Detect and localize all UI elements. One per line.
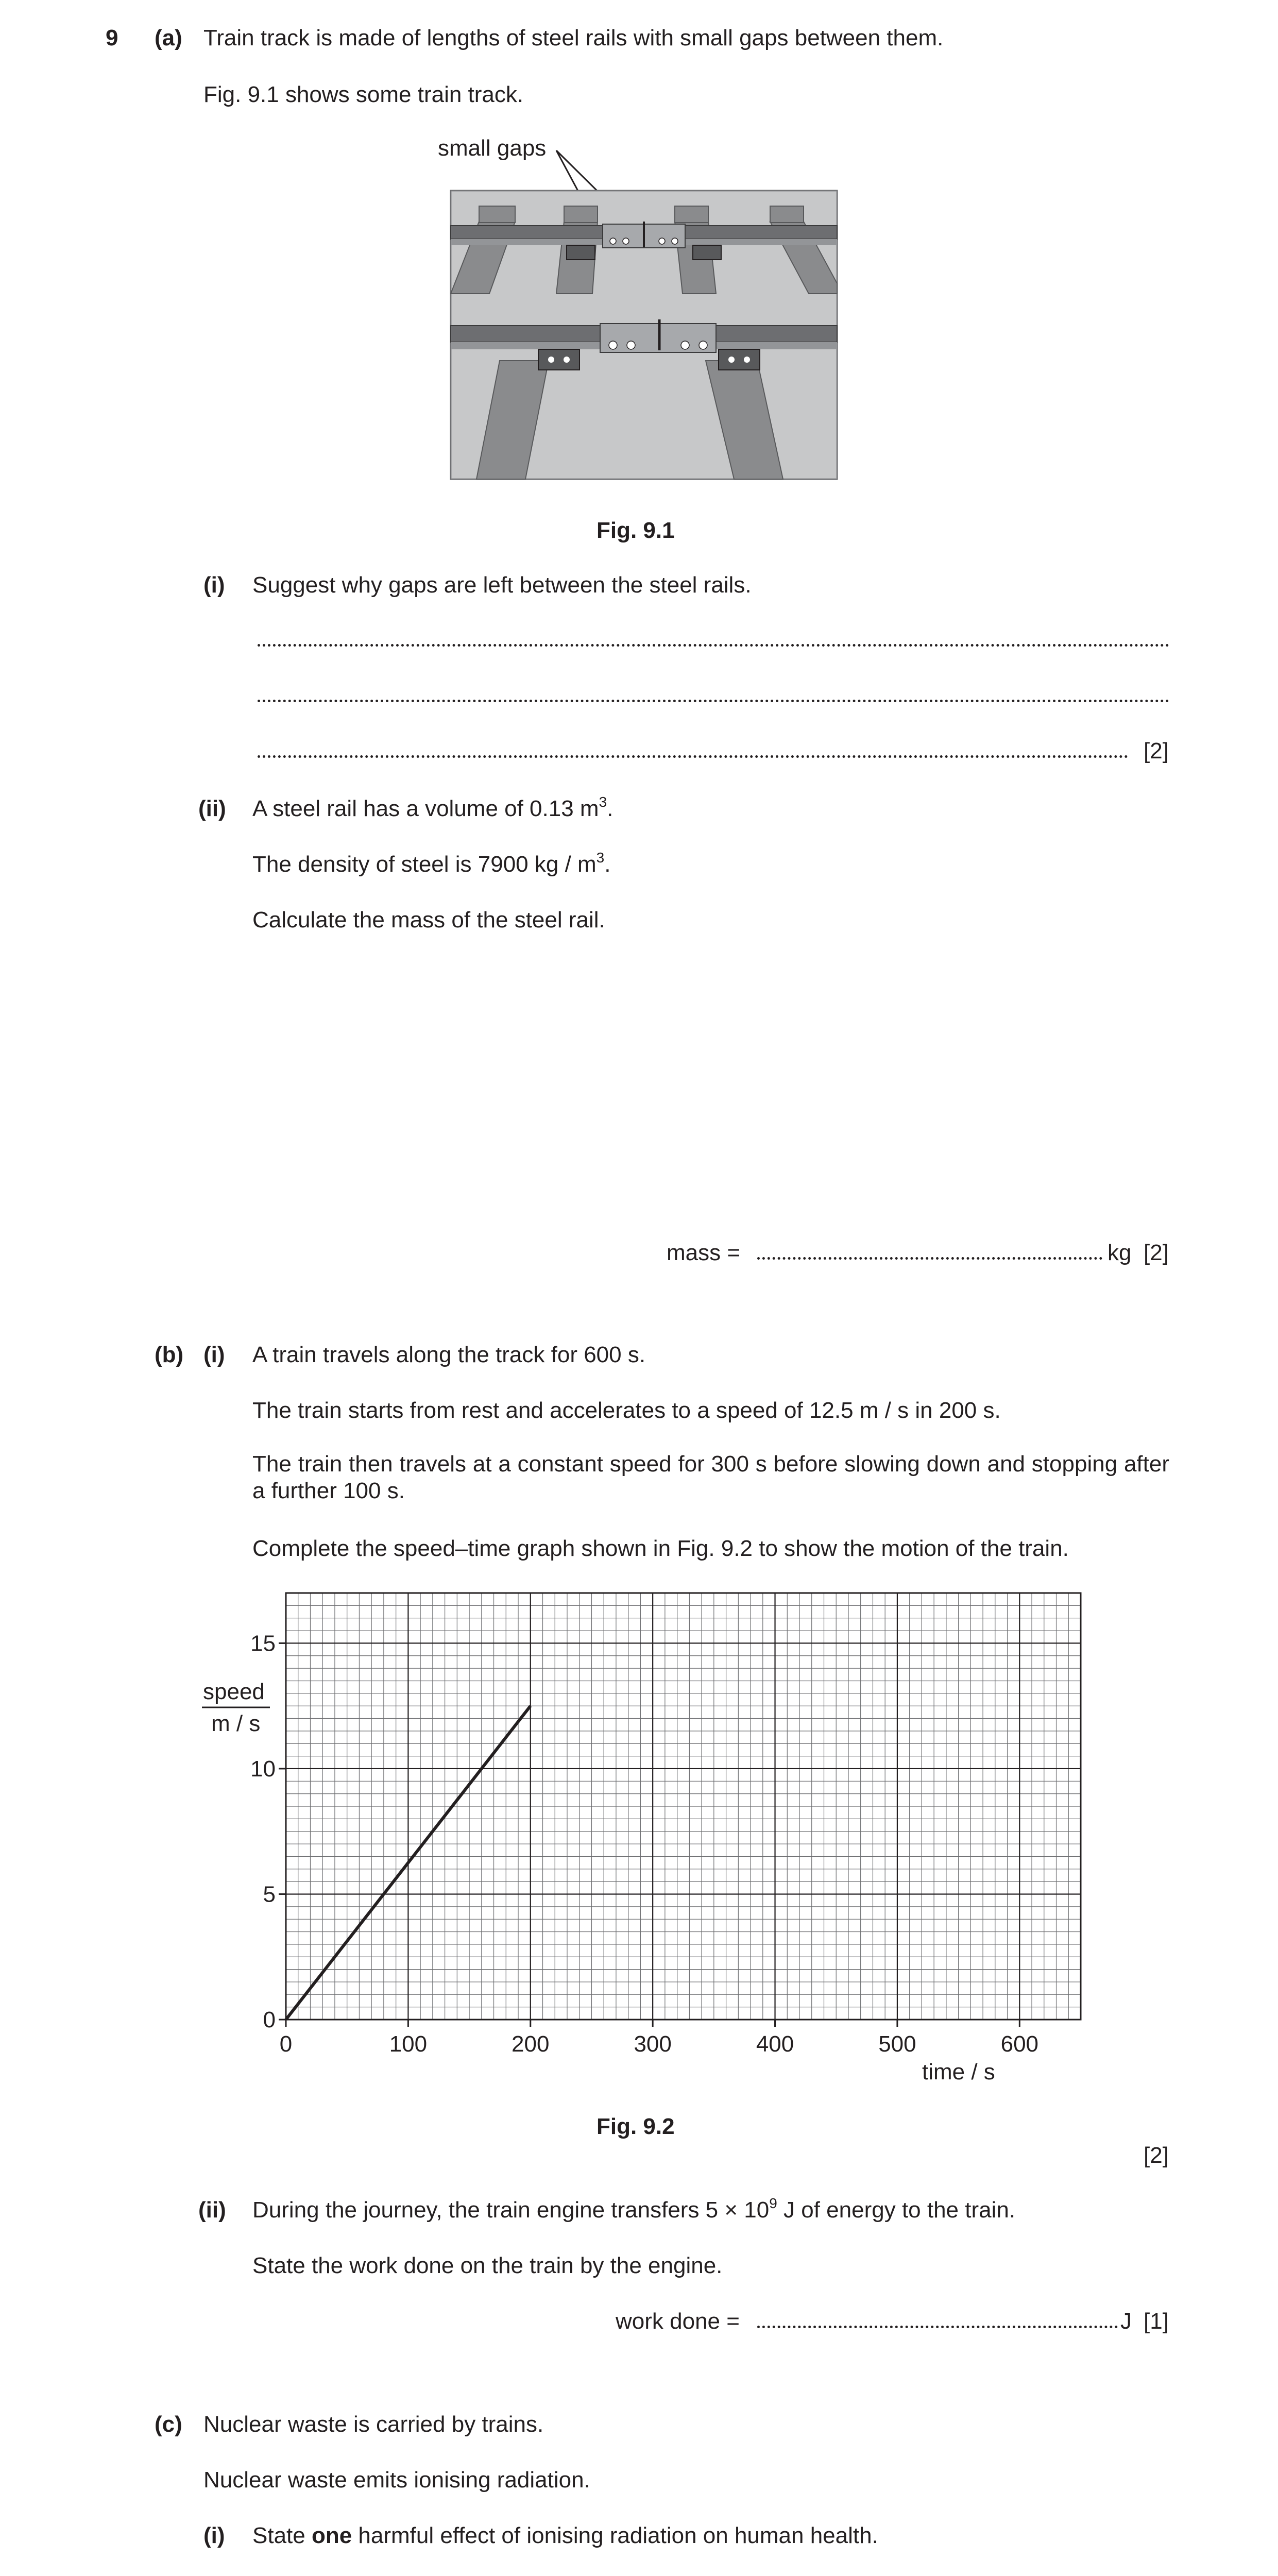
part-a-ii-label: (ii) (198, 796, 226, 821)
y-tick-label: 5 (263, 1882, 276, 1907)
x-tick-label: 400 (756, 2031, 794, 2057)
mass-answer-line[interactable] (757, 1257, 1102, 1260)
part-a-ii-marks: [2] (1144, 1240, 1169, 1265)
part-c-i-label: (i) (203, 2523, 225, 2548)
mass-answer-label: mass = (667, 1240, 741, 1265)
x-tick-label: 200 (512, 2031, 550, 2057)
y-tick-label: 0 (263, 2007, 276, 2032)
part-b-ii-instruction: State the work done on the train by the engine. (252, 2253, 723, 2278)
small-gaps-label: small gaps (438, 135, 547, 161)
part-c-i-question: State one harmful effect of ionising radiation on human health. (252, 2523, 878, 2548)
y-tick-label: 10 (250, 1756, 276, 1782)
part-b-i-line1: A train travels along the track for 600 s. (252, 1342, 646, 1367)
question-number: 9 (106, 25, 118, 50)
part-b-ii-energy: During the journey, the train engine transfers $5 \times 10^9$ J of energy to the train. (252, 2195, 1016, 2223)
answer-line[interactable] (258, 755, 1128, 758)
train-track-illustration (448, 144, 840, 484)
fig-9-1-caption: Fig. 9.1 (597, 518, 675, 543)
part-c-line1: Nuclear waste is carried by trains. (203, 2412, 544, 2437)
part-b-ii-label: (ii) (198, 2197, 226, 2223)
x-tick-label: 100 (389, 2031, 428, 2057)
x-tick-label: 300 (634, 2031, 672, 2057)
part-c-line2: Nuclear waste emits ionising radiation. (203, 2467, 590, 2493)
x-tick-label: 0 (279, 2031, 293, 2057)
part-a-i-label: (i) (203, 572, 225, 598)
y-axis-label: speed (203, 1679, 265, 1704)
work-done-unit: J (1120, 2309, 1132, 2334)
work-done-answer-line[interactable] (757, 2326, 1118, 2328)
x-axis-label: time / s (922, 2059, 995, 2084)
speed-time-graph[interactable] (170, 1577, 1118, 2087)
part-b-i-line2: The train starts from rest and accelerates to a speed of 12.5 m / s in 200 s. (252, 1398, 1001, 1423)
part-b-i-marks: [2] (1144, 2143, 1169, 2168)
y-tick-label: 15 (250, 1631, 276, 1656)
answer-line[interactable] (258, 644, 1169, 647)
part-b-i-line4: Complete the speed–time graph shown in Fig. 9.2 to show the motion of the train. (252, 1536, 1069, 1561)
part-a-ii-instruction: Calculate the mass of the steel rail. (252, 907, 605, 933)
part-b-ii-marks: [1] (1144, 2309, 1169, 2334)
x-tick-label: 600 (1000, 2031, 1039, 2057)
part-a-ii-density: The density of steel is 7900 kg / $m^3$. (252, 850, 611, 877)
x-tick-label: 500 (878, 2031, 916, 2057)
part-a-ii-volume: A steel rail has a volume of 0.13 $m^3$. (252, 794, 614, 821)
part-b-label: (b) (155, 1342, 184, 1367)
part-a-i-marks: [2] (1144, 738, 1169, 764)
part-a-label: (a) (155, 25, 182, 50)
work-done-label: work done = (616, 2309, 740, 2334)
answer-line[interactable] (258, 700, 1169, 702)
mass-answer-unit: kg (1107, 1240, 1132, 1265)
fig-9-2-caption: Fig. 9.2 (597, 2114, 675, 2139)
part-a-fig-ref: Fig. 9.1 shows some train track. (203, 82, 524, 107)
part-a-i-question: Suggest why gaps are left between the steel rails. (252, 572, 752, 598)
part-b-i-label: (i) (203, 1342, 225, 1367)
y-axis-label-unit: m / s (211, 1711, 261, 1736)
part-c-label: (c) (155, 2412, 182, 2437)
part-a-intro: Train track is made of lengths of steel rails with small gaps between them. (203, 25, 944, 50)
part-b-i-line3: The train then travels at a constant speed for 300 s before slowing down and stopping after a further 100 s. (252, 1451, 1169, 1503)
